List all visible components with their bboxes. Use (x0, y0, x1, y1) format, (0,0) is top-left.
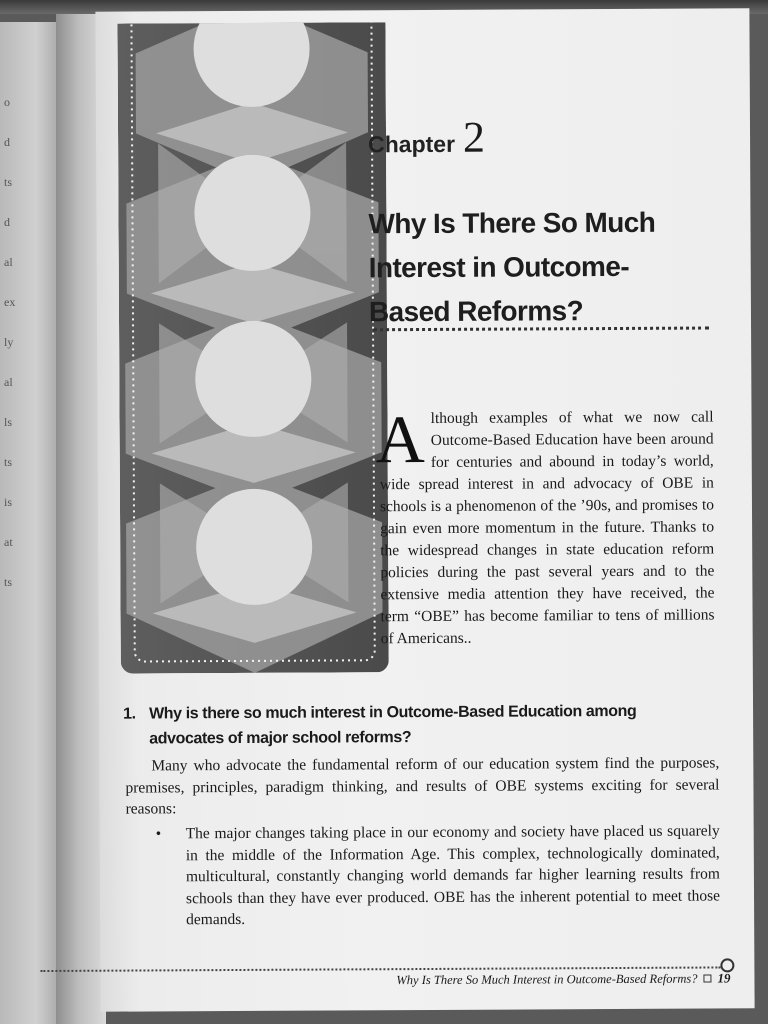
page-number: 19 (717, 970, 731, 986)
margin-fragment: ex (4, 295, 16, 309)
square-bullet-icon (703, 975, 711, 983)
section-question (123, 699, 683, 752)
facing-page-margin-text (4, 82, 34, 602)
margin-fragment: ly (4, 335, 14, 349)
intro-paragraph (375, 401, 715, 650)
body-paragraph: Many who advocate the fundamental reform of our education system find the purposes, premises, principles, paradigm thinking, and results of OBE systems exciting for several reasons: (125, 754, 720, 818)
question-number: 1. (123, 705, 136, 723)
bullet-list-item (150, 820, 721, 930)
margin-fragment: al (4, 255, 13, 269)
drop-cap: A (375, 401, 425, 478)
chapter-title: Why Is There So Much Interest in Outcome-Based Reforms? (368, 206, 656, 328)
decorative-sidebar-art (117, 22, 388, 673)
margin-fragment: ts (4, 455, 13, 469)
chapter-number: 2 (462, 112, 486, 162)
margin-fragment: at (4, 535, 13, 549)
margin-fragment: ts (4, 175, 13, 189)
margin-fragment: ls (4, 415, 13, 429)
intro-text: lthough examples of what we now call Outcome-Based Education have been around for centuries and abound in today’s world, wide spread interest in and advocacy of OBE in schools is a phenomenon of the ’90s, and promises to gain even more momentum in the future. Thanks to the widespread changes in state education reform policies during the past several years and to the extensive media attention they have received, the term “OBE” has become familiar to tens of millions of Americans.. (379, 408, 715, 648)
bullet-dot-icon: • (155, 825, 162, 843)
margin-fragment: al (4, 375, 13, 389)
book-page (95, 8, 754, 1011)
running-title: Why Is There So Much Interest in Outcome-Based Reforms? (396, 971, 698, 987)
chapter-heading (368, 112, 485, 164)
running-footer (350, 970, 730, 988)
margin-fragment: d (4, 215, 10, 229)
chapter-label: Chapter (368, 130, 456, 158)
bullet-text: The major changes taking place in our economy and society have placed us squarely in the middle of the Information Age. This complex, technologically dominated, multicultural, constantly changing world demands far higher learning results from schools than they have ever produced. OBE has the inherent potential to meet those demands. (185, 822, 721, 929)
margin-fragment: is (4, 495, 13, 509)
margin-fragment: o (4, 95, 10, 109)
margin-fragment: ts (4, 575, 13, 589)
question-text: Why is there so much interest in Outcome-Based Education among advocates of major school reforms? (149, 702, 637, 748)
facing-page-edge (0, 22, 60, 1024)
geometric-pattern-illustration (117, 22, 388, 673)
margin-fragment: d (4, 135, 10, 149)
